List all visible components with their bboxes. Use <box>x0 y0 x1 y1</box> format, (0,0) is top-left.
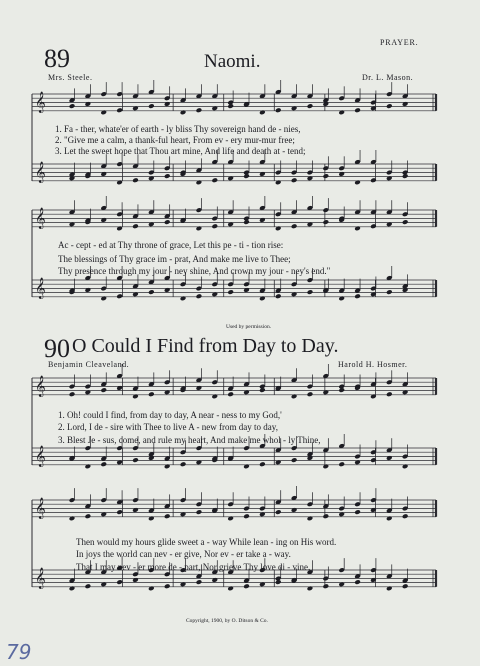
note-head <box>132 177 139 183</box>
note-head <box>402 219 409 225</box>
note-head <box>307 289 314 295</box>
note-head <box>338 110 345 116</box>
note-head <box>354 107 361 113</box>
hymn-90-composer: Harold H. Hosmer. <box>338 360 408 369</box>
category-label: PRAYER. <box>380 38 419 47</box>
note-head <box>148 103 155 109</box>
note-head <box>259 461 266 467</box>
hymn-89-composer: Dr. L. Mason. <box>362 73 414 82</box>
note-head <box>323 389 330 395</box>
note-head <box>227 516 234 522</box>
clef-icon: 𝄞 <box>35 208 46 229</box>
note-head <box>180 110 187 116</box>
hymn-89-author: Mrs. Steele. <box>48 73 93 82</box>
note-head <box>211 223 218 229</box>
note-head <box>402 173 409 179</box>
note-head <box>291 291 298 297</box>
note-head <box>259 581 266 587</box>
note-head <box>307 455 314 461</box>
note-head <box>85 101 92 107</box>
hymn-90-line-5: In joys the world can nev - er give, Nor ev - er take a - way. <box>76 549 291 559</box>
note-head <box>85 389 92 395</box>
note-head <box>196 509 203 515</box>
note-head <box>243 583 250 589</box>
note-head <box>196 385 203 391</box>
note-head <box>148 221 155 227</box>
staff-lines <box>32 364 436 399</box>
note-head <box>354 180 361 186</box>
note-head <box>100 387 107 393</box>
note-head <box>69 391 76 397</box>
note-head <box>164 513 171 519</box>
note-head <box>307 391 314 397</box>
hymn-90-verse-2: 2. Lord, I de - sire with Thee to live A - new from day to day, <box>58 422 278 432</box>
note-head <box>180 296 187 302</box>
hymn-89-line-4: Ac - cept - ed at Thy throne of grace, Let this pe - ti - tion rise: <box>58 240 284 250</box>
staff-lines <box>32 80 436 115</box>
note-head <box>338 171 345 177</box>
note-head <box>148 586 155 592</box>
note-head <box>386 221 393 227</box>
note-head <box>116 226 123 232</box>
note-head <box>386 175 393 181</box>
page-number: 79 <box>6 640 32 664</box>
clef-icon: 𝄞 <box>35 92 46 113</box>
hymn-89-line-5: The blessings of Thy grace im - prat, And make me live to Thee; <box>58 254 291 264</box>
clef-icon: 𝄞 <box>35 446 46 467</box>
note-head <box>323 464 330 470</box>
note-head <box>354 579 361 585</box>
note-head <box>196 293 203 299</box>
note-head <box>402 101 409 107</box>
note-head <box>275 459 282 465</box>
note-head <box>402 389 409 395</box>
note-head <box>164 219 171 225</box>
note-head <box>386 391 393 397</box>
note-head <box>259 110 266 116</box>
note-head <box>116 459 123 465</box>
note-head <box>291 394 298 400</box>
note-head <box>243 219 250 225</box>
note-head <box>132 291 139 297</box>
hymn-90-author: Benjamin Cleaveland. <box>48 360 130 369</box>
hymn-89-line-6: Thy presence through my jour - ney shine, And crown my jour - ney's end." <box>58 266 331 276</box>
note-head <box>354 509 361 515</box>
note-head <box>116 107 123 113</box>
note-head <box>211 177 218 183</box>
note-head <box>259 171 266 177</box>
note-head <box>100 217 107 223</box>
note-head <box>69 103 76 109</box>
note-head <box>338 461 345 467</box>
note-head <box>227 289 234 295</box>
note-head <box>291 457 298 463</box>
copyright-note: Copyright, 1900, by O. Ditson & Co. <box>186 618 268 624</box>
note-head <box>85 583 92 589</box>
note-head <box>196 459 203 465</box>
note-head <box>259 217 266 223</box>
note-head <box>227 391 234 397</box>
note-head <box>69 516 76 522</box>
note-head <box>164 287 171 293</box>
note-head <box>196 107 203 113</box>
note-head <box>307 175 314 181</box>
note-head <box>338 511 345 517</box>
note-head <box>116 180 123 186</box>
note-head <box>291 177 298 183</box>
hymn-89-verse-2: 2. "Give me a calm, a thank-ful heart, From ev - ery mur-mur free; <box>55 135 295 145</box>
note-head <box>211 105 218 111</box>
hymn-90-line-6: That I may nev - er more de - part, Nor grieve Thy love di - vine. <box>76 562 311 572</box>
note-head <box>243 464 250 470</box>
note-head <box>243 513 250 519</box>
note-head <box>402 513 409 519</box>
note-head <box>69 221 76 227</box>
note-head <box>386 516 393 522</box>
note-head <box>196 579 203 585</box>
note-head <box>116 293 123 299</box>
note-head <box>164 101 171 107</box>
note-head <box>132 577 139 583</box>
note-head <box>132 394 139 400</box>
note-head <box>386 455 393 461</box>
note-head <box>85 464 92 470</box>
note-head <box>100 511 107 517</box>
note-head <box>307 586 314 592</box>
note-head <box>196 180 203 186</box>
note-head <box>386 289 393 295</box>
note-head <box>243 173 250 179</box>
note-head <box>211 577 218 583</box>
staff-lines <box>32 196 436 231</box>
note-head <box>132 223 139 229</box>
note-head <box>323 219 330 225</box>
note-head <box>227 221 234 227</box>
note-head <box>402 287 409 293</box>
note-head <box>259 387 266 393</box>
note-head <box>100 581 107 587</box>
note-head <box>69 175 76 181</box>
clef-icon: 𝄞 <box>35 498 46 519</box>
note-head <box>100 296 107 302</box>
note-head <box>354 293 361 299</box>
note-head <box>211 291 218 297</box>
hymn-89-title: Naomi. <box>204 51 261 72</box>
note-head <box>148 175 155 181</box>
hymn-90-verse-1: 1. Oh! could I find, from day to day, A near - ness to my God,' <box>58 410 282 420</box>
note-head <box>69 586 76 592</box>
note-head <box>180 511 187 517</box>
note-head <box>275 107 282 113</box>
note-head <box>307 221 314 227</box>
note-head <box>164 173 171 179</box>
staff-lines <box>32 486 436 521</box>
note-head <box>275 509 282 515</box>
note-head <box>243 287 250 293</box>
hymn-89-verse-1: 1. Fa - ther, whate'er of earth - ly bliss Thy sovereign hand de - nies, <box>55 124 301 134</box>
note-head <box>132 457 139 463</box>
note-head <box>180 461 187 467</box>
clef-icon: 𝄞 <box>35 376 46 397</box>
note-head <box>291 223 298 229</box>
note-head <box>275 180 282 186</box>
clef-icon: 𝄞 <box>35 278 46 299</box>
note-head <box>148 289 155 295</box>
note-head <box>323 173 330 179</box>
note-head <box>132 105 139 111</box>
hymn-90-line-4: Then would my hours glide sweet a - way While lean - ing on His word. <box>76 537 337 547</box>
note-head <box>291 105 298 111</box>
note-head <box>402 583 409 589</box>
note-head <box>100 110 107 116</box>
note-head <box>164 464 171 470</box>
note-head <box>116 385 123 391</box>
hymn-90-verse-3: 3. Blest Je - sus, come, and rule my heart, And make me whol - ly Thine, <box>58 435 321 445</box>
note-head <box>148 391 155 397</box>
note-head <box>338 387 345 393</box>
note-head <box>354 226 361 232</box>
note-head <box>148 455 155 461</box>
note-head <box>338 581 345 587</box>
note-head <box>164 583 171 589</box>
note-head <box>180 581 187 587</box>
hymn-90-number: 90 <box>44 334 70 363</box>
note-head <box>307 516 314 522</box>
note-head <box>323 513 330 519</box>
note-head <box>243 389 250 395</box>
note-head <box>386 586 393 592</box>
note-head <box>132 507 139 513</box>
note-head <box>148 516 155 522</box>
note-head <box>211 394 218 400</box>
note-head <box>275 579 282 585</box>
note-head <box>338 296 345 302</box>
note-head <box>85 287 92 293</box>
note-head <box>196 226 203 232</box>
clef-icon: 𝄞 <box>35 162 46 183</box>
note-head <box>259 296 266 302</box>
note-head <box>116 509 123 515</box>
note-head <box>291 507 298 513</box>
note-head <box>100 171 107 177</box>
note-head <box>259 511 266 517</box>
note-head <box>100 461 107 467</box>
note-head <box>227 103 234 109</box>
note-head <box>116 579 123 585</box>
note-head <box>402 464 409 470</box>
note-head <box>227 175 234 181</box>
note-head <box>275 226 282 232</box>
note-head <box>227 586 234 592</box>
note-head <box>386 103 393 109</box>
note-head <box>307 103 314 109</box>
note-head <box>85 513 92 519</box>
hymn-89-verse-3: 3. Let the sweet hope that Thou art mine, And life and death at - tend; <box>55 146 306 156</box>
note-head <box>164 389 171 395</box>
note-head <box>323 583 330 589</box>
note-head <box>323 101 330 107</box>
clef-icon: 𝄞 <box>35 568 46 589</box>
hymn-89-number: 89 <box>44 44 70 73</box>
note-head <box>275 293 282 299</box>
hymn-90-title: O Could I Find from Day to Day. <box>72 335 339 357</box>
note-head <box>354 459 361 465</box>
permission-note: Used by permission. <box>226 324 272 330</box>
